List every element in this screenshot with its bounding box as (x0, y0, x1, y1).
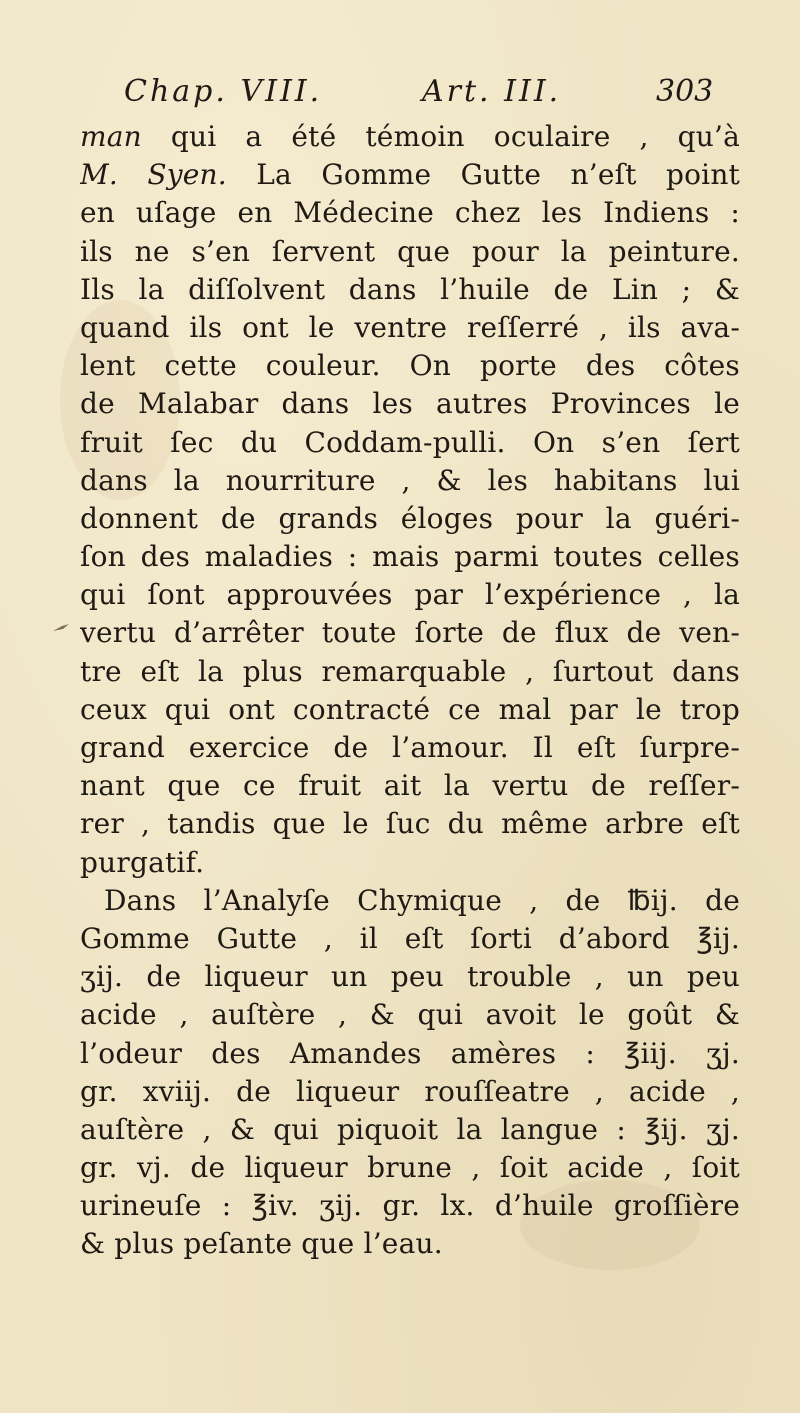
running-head (124, 72, 724, 112)
line-text: urineuſe : ℥iv. ʒij. gr. lx. d’huile groſſière (80, 1189, 740, 1223)
text-line (80, 958, 740, 996)
text-line (80, 996, 740, 1034)
text-line (80, 233, 740, 271)
line-text: fruit ſec du Coddam-pulli. On s’en ſert (80, 425, 740, 459)
text-line (80, 347, 740, 385)
text-line (80, 691, 740, 729)
line-text: nant que ce fruit ait la vertu de reſſer- (80, 769, 740, 803)
line-text: La Gomme Gutte n’eſt point (226, 158, 740, 192)
line-text: ſon des maladies : mais parmi toutes celles (80, 540, 740, 574)
margin-mark-icon (52, 623, 70, 633)
italic-word: man (80, 120, 142, 153)
line-text: ils ne s’en ſervent que pour la peinture. (80, 234, 740, 268)
line-text: qui a été témoin oculaire , qu’à (141, 120, 740, 153)
line-text: gr. xviij. de liqueur rouſſeatre , acide , (80, 1074, 740, 1108)
text-line (80, 424, 740, 462)
text-line (80, 1225, 740, 1263)
text-line (80, 309, 740, 347)
line-text: vertu d’arrêter toute ſorte de flux de ven- (80, 616, 740, 650)
text-line (80, 653, 740, 691)
text-line (80, 844, 740, 882)
body-text (80, 118, 740, 1264)
text-line (80, 538, 740, 576)
line-text: acide , auſtère , & qui avoit le goût & (80, 998, 740, 1032)
text-line (80, 1035, 740, 1073)
text-line (80, 767, 740, 805)
text-line (80, 1073, 740, 1111)
line-text: en uſage en Médecine chez les Indiens : (80, 196, 740, 230)
text-line (80, 500, 740, 538)
line-text: qui ſont approuvées par l’expérience , la (80, 578, 740, 612)
line-text: ceux qui ont contracté ce mal par le trop (80, 692, 740, 726)
line-text: donnent de grands éloges pour la guéri- (80, 501, 740, 535)
text-line (80, 385, 740, 423)
text-line (80, 1149, 740, 1187)
text-line (80, 920, 740, 958)
text-line (80, 462, 740, 500)
line-text: Ils la diſſolvent dans l’huile de Lin ; & (80, 272, 740, 306)
line-text: auſtère , & qui piquoit la langue : ℥ij. ʒj. (80, 1112, 740, 1146)
running-head-chapter: Chap. VIII. (124, 74, 323, 109)
line-text: de Malabar dans les autres Provinces le (80, 387, 740, 421)
line-text: dans la nourriture , & les habitans lui (80, 463, 740, 497)
text-line (80, 271, 740, 309)
text-line (80, 194, 740, 232)
line-text: rer , tandis que le ſuc du même arbre eſt (80, 807, 740, 841)
line-text: l’odeur des Amandes amères : ℥iij. ʒj. (80, 1036, 740, 1070)
text-line (80, 118, 740, 156)
line-text: & plus peſante que l’eau. (80, 1227, 443, 1261)
page-number: 303 (656, 74, 714, 109)
text-line (80, 1111, 740, 1149)
text-line (80, 805, 740, 843)
line-text: Gomme Gutte , il eſt ſorti d’abord ℥ij. (80, 921, 740, 955)
text-line (80, 882, 740, 920)
text-line (80, 614, 740, 652)
running-head-article: Art. III. (422, 74, 562, 109)
line-text: tre eſt la plus remarquable , ſurtout dans (80, 654, 740, 688)
text-line (80, 729, 740, 767)
line-text: gr. vj. de liqueur brune , ſoit acide , ſoit (80, 1151, 740, 1185)
line-text: grand exercice de l’amour. Il eſt ſurpre- (80, 731, 740, 764)
line-text: Dans l’Analyſe Chymique , de ℔ij. de (104, 883, 740, 917)
text-line (80, 576, 740, 614)
line-text: purgatif. (80, 845, 205, 879)
italic-word: M. Syen. (80, 158, 227, 192)
line-text: ʒij. de liqueur un peu trouble , un peu (80, 960, 740, 994)
line-text: quand ils ont le ventre reſſerré , ils ava- (80, 310, 740, 344)
text-line (80, 1187, 740, 1225)
text-line (80, 156, 740, 194)
line-text: lent cette couleur. On porte des côtes (80, 349, 740, 383)
